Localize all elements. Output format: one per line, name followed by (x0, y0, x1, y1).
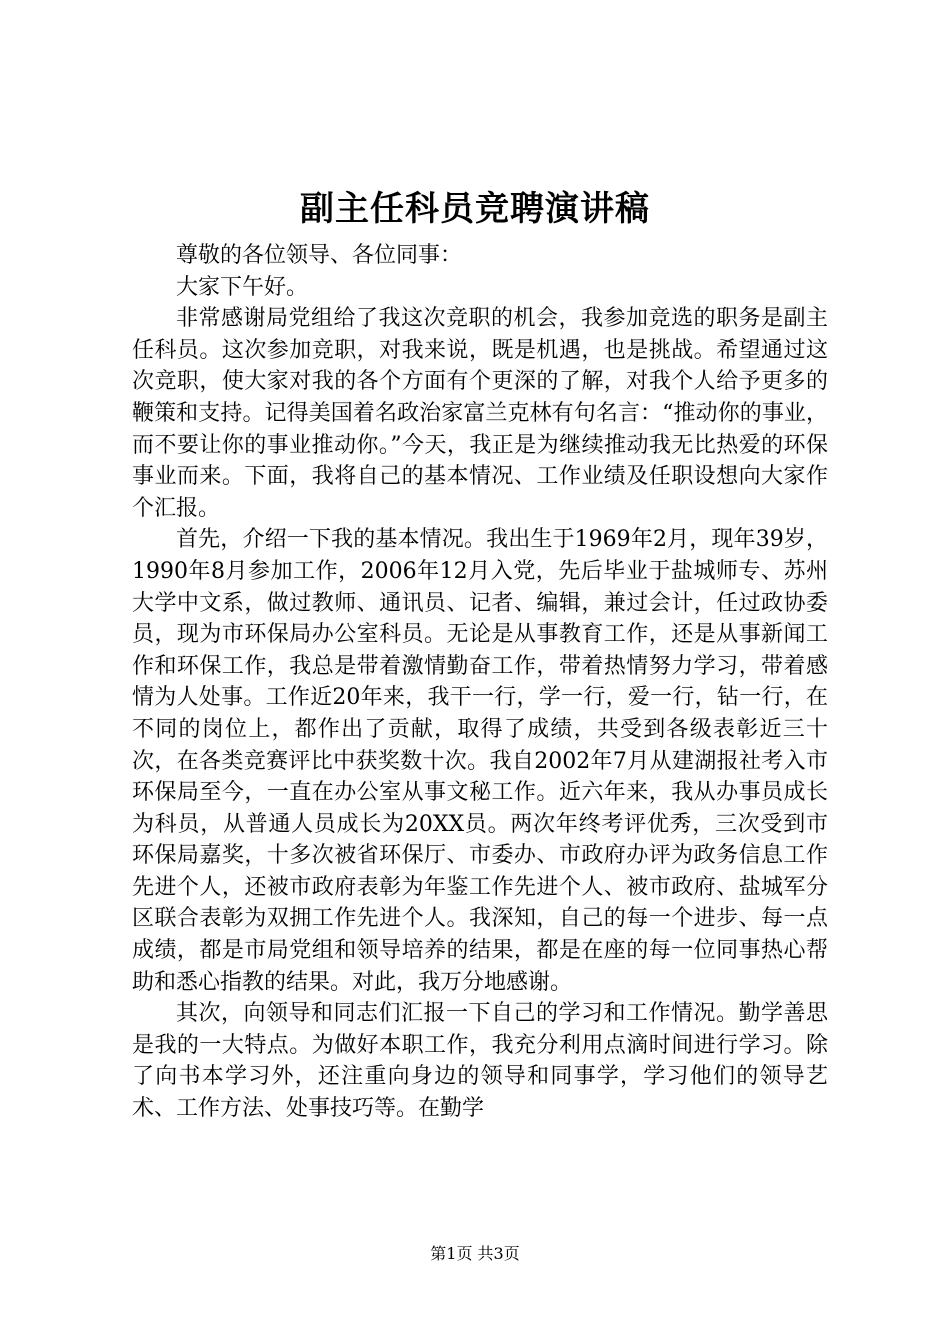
paragraph: 首先，介绍一下我的基本情况。我出生于1969年2月，现年39岁，1990年8月参加工作，2006年12月入党，先后毕业于盐城师专、苏州大学中文系，做过教师、通讯员、记者、编辑，兼过会计，任过政协委员，现为市环保局办公室科员。无论是从事教育工作，还是从事新闻工作和环保工作，我总是带着激情勤奋工作，带着热情努力学习，带着感情为人处事。工作近20年来，我干一行，学一行，爱一行，钻一行，在不同的岗位上，都作出了贡献，取得了成绩，共受到各级表彰近三十次，在各类竞赛评比中获奖数十次。我自2002年7月从建湖报社考入市环保局至今，一直在办公室从事文秘工作。近六年来，我从办事员成长为科员，从普通人员成长为20XX员。两次年终考评优秀，三次受到市环保局嘉奖，十多次被省环保厅、市委办、市政府办评为政务信息工作先进个人，还被市政府表彰为年鉴工作先进个人、被市政府、盐城军分区联合表彰为双拥工作先进个人。我深知，自己的每一个进步、每一点成绩，都是市局党组和领导培养的结果，都是在座的每一位同事热心帮助和悉心指教的结果。对此，我万分地感谢。 (132, 527, 828, 995)
document-title: 副主任科员竞聘演讲稿 (300, 189, 650, 229)
salutation: 尊敬的各位领导、各位同事： (176, 243, 463, 268)
paragraph: 其次，向领导和同志们汇报一下自己的学习和工作情况。勤学善思是我的一大特点。为做好本职工作，我充分利用点滴时间进行学习。除了向书本学习外，还注重向身边的领导和同事学，学习他们的领导艺术、工作方法、处事技巧等。在勤学 (132, 1001, 828, 1122)
document-body (132, 240, 828, 1125)
greeting: 大家下午好。 (176, 274, 309, 300)
page-number-footer: 第1页 共3页 (430, 1244, 520, 1263)
paragraph: 非常感谢局党组给了我这次竞职的机会，我参加竞选的职务是副主任科员。这次参加竞职，对我来说，既是机遇，也是挑战。希望通过这次竞职，使大家对我的各个方面有个更深的了解，对我个人给予更多的鞭策和支持。记得美国着名政治家富兰克林有句名言：“推动你的事业，而不要让你的事业推动你。”今天，我正是为继续推动我无比热爱的环保事业而来。下面，我将自己的基本情况、工作业绩及任职设想向大家作个汇报。 (132, 306, 828, 521)
